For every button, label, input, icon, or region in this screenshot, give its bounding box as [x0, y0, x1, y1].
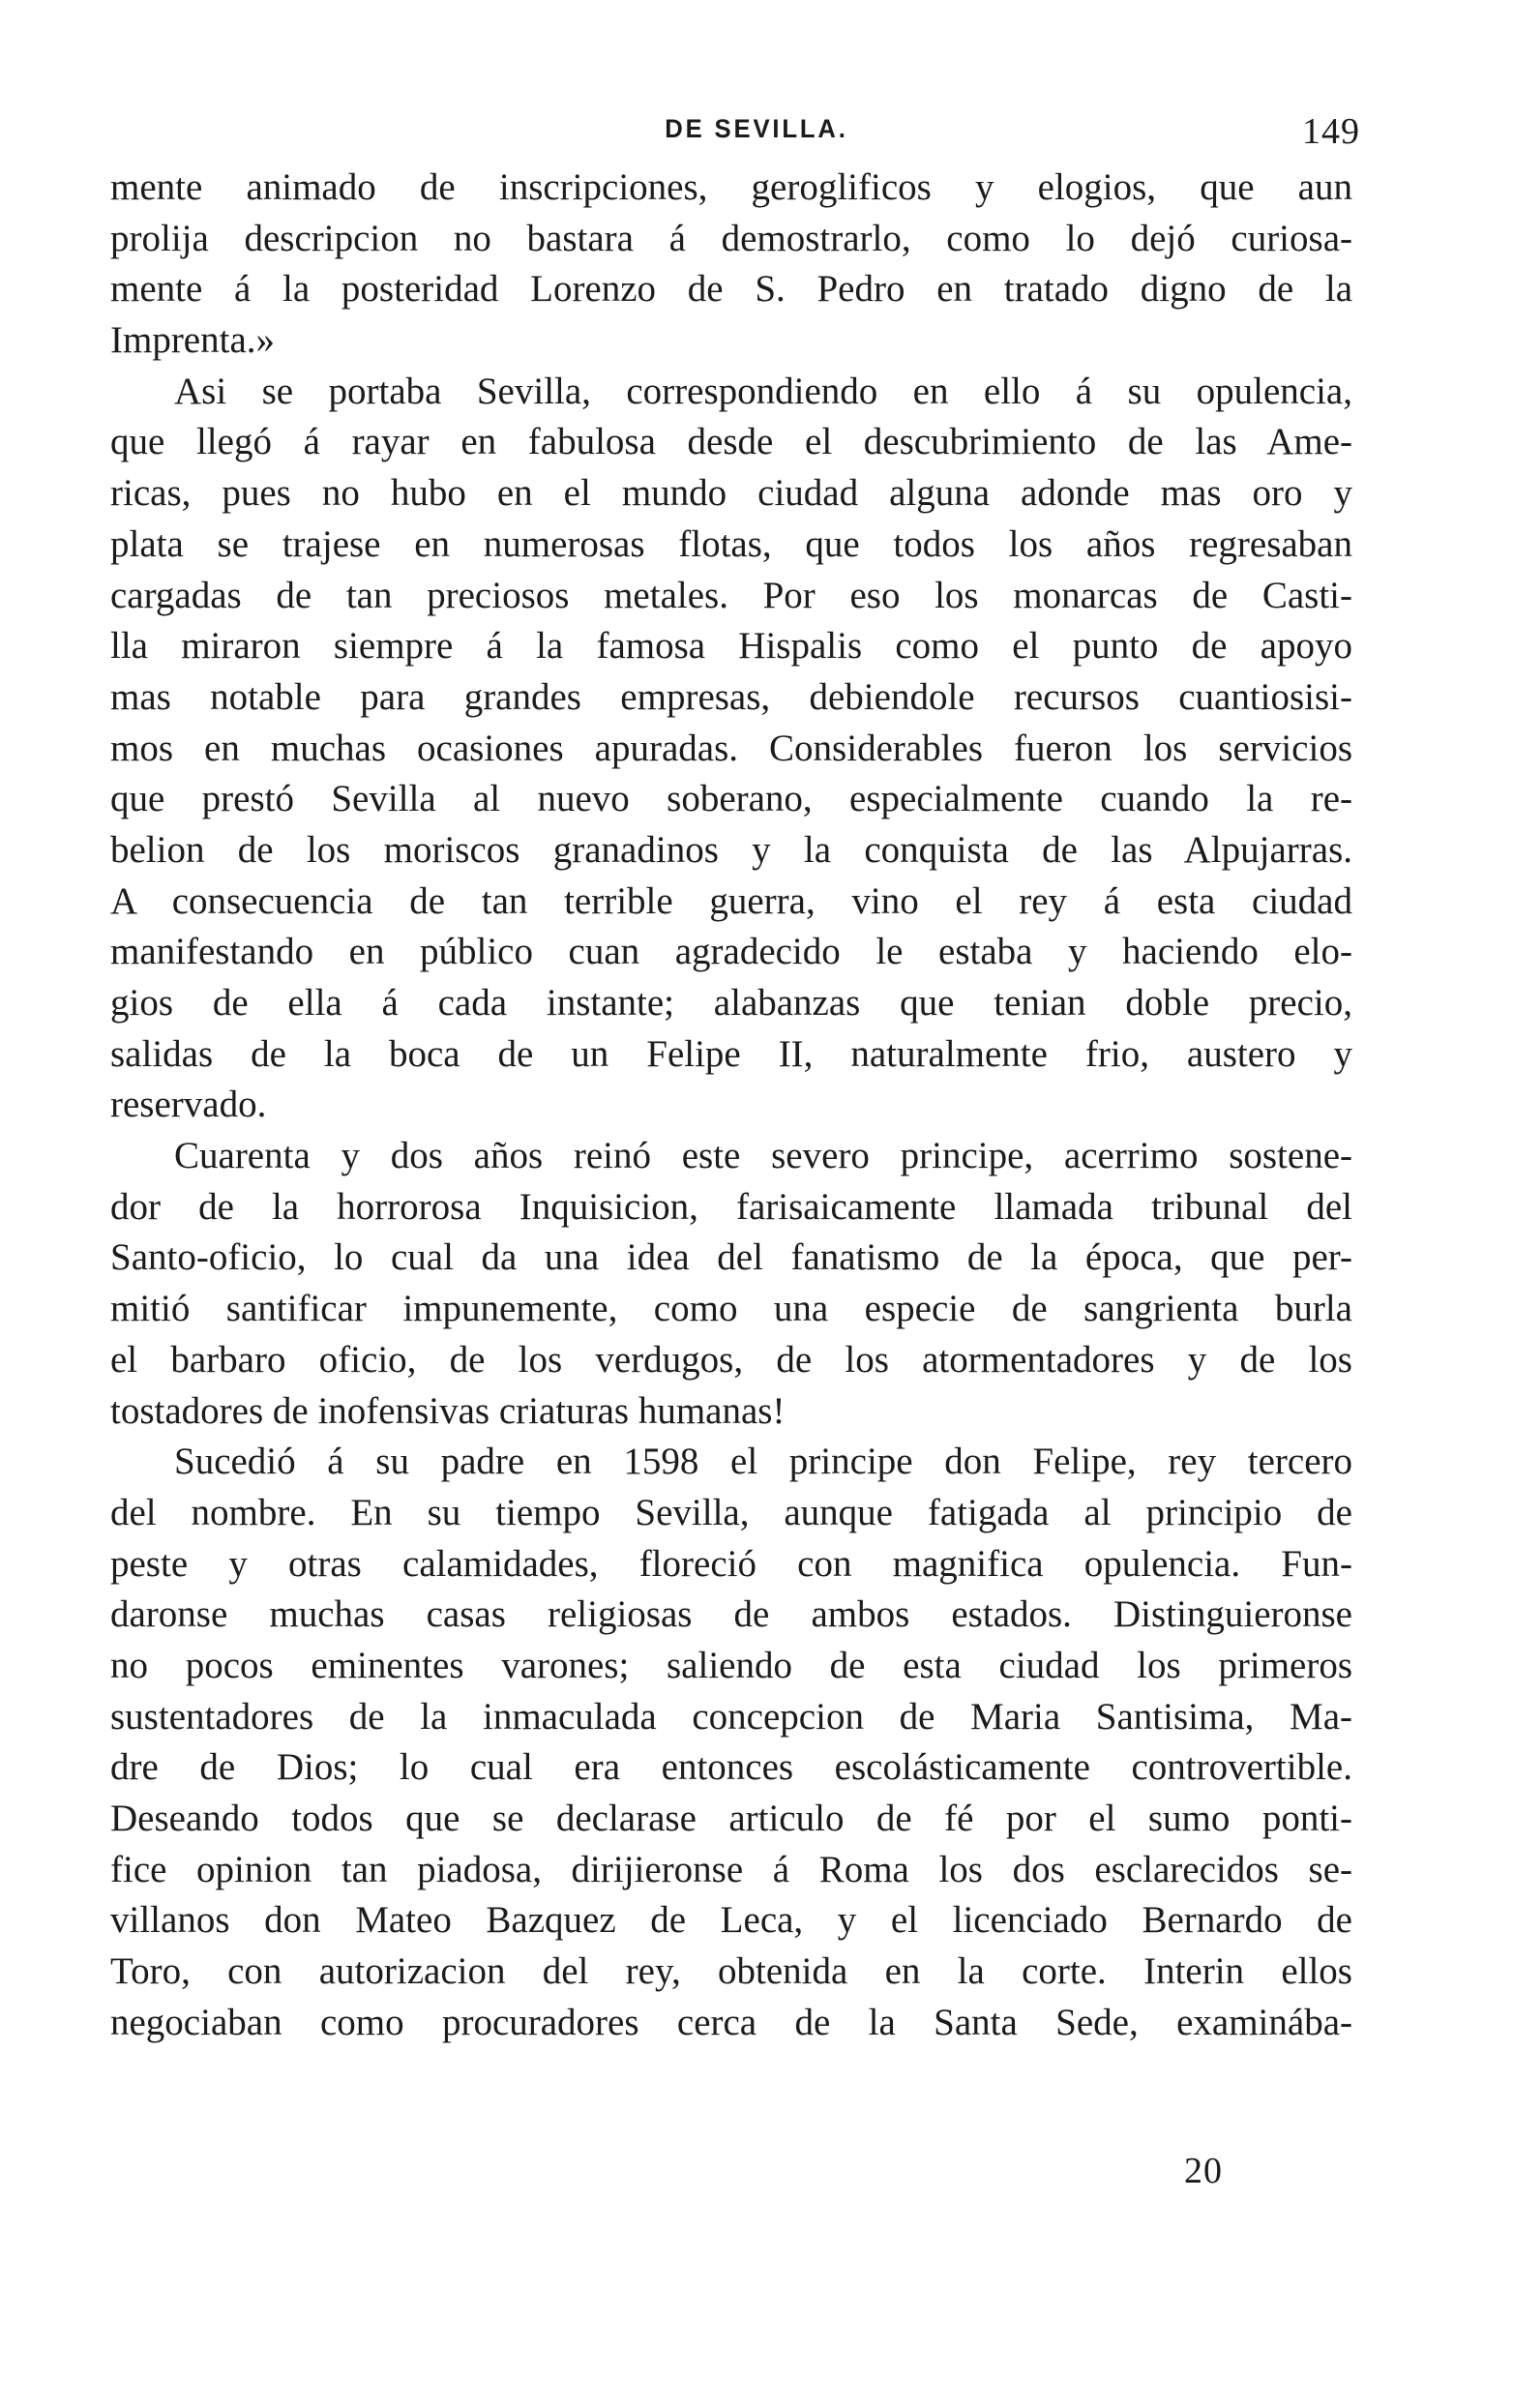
- text-line: ricas, pues no hubo en el mundo ciudad alguna adonde mas oro y: [110, 472, 1352, 515]
- text-line: belion de los moriscos granadinos y la conquista de las Alpujarras.: [110, 828, 1352, 871]
- text-line: dre de Dios; lo cual era entonces escolásticamente controvertible.: [110, 1746, 1352, 1789]
- text-line: mente á la posteridad Lorenzo de S. Pedro en tratado digno de la: [110, 268, 1352, 311]
- text-line: sustentadores de la inmaculada concepcion de Maria Santisima, Ma-: [110, 1695, 1352, 1738]
- text-line: daronse muchas casas religiosas de ambos estados. Distinguieronse: [110, 1593, 1352, 1636]
- running-head: [0, 111, 1513, 153]
- text-line: que prestó Sevilla al nuevo soberano, especialmente cuando la re-: [110, 778, 1352, 820]
- text-line: plata se trajese en numerosas flotas, que todos los años regresaban: [110, 522, 1352, 565]
- text-line: Imprenta.»: [110, 319, 276, 362]
- text-line: A consecuencia de tan terrible guerra, vino el rey á esta ciudad: [110, 879, 1352, 922]
- text-line: reservado.: [110, 1084, 267, 1126]
- text-line: tostadores de inofensivas criaturas humanas!: [110, 1389, 786, 1432]
- text-line: manifestando en público cuan agradecido le estaba y haciendo elo-: [110, 931, 1352, 973]
- text-line: no pocos eminentes varones; saliendo de esta ciudad los primeros: [110, 1644, 1352, 1686]
- text-line: mas notable para grandes empresas, debiendole recursos cuantiosisi-: [110, 675, 1352, 718]
- page-number: 149: [1302, 111, 1360, 152]
- text-line: mos en muchas ocasiones apuradas. Considerables fueron los servicios: [110, 727, 1352, 769]
- text-line: dor de la horrorosa Inquisicion, farisaicamente llamada tribunal del: [110, 1185, 1352, 1228]
- text-line: Toro, con autorizacion del rey, obtenida en la corte. Interin ellos: [110, 1950, 1352, 1993]
- text-line: Santo-oficio, lo cual da una idea del fanatismo de la época, que per-: [110, 1236, 1352, 1279]
- text-line: negociaban como procuradores cerca de la Santa Sede, examinába-: [110, 2001, 1352, 2043]
- text-line: el barbaro oficio, de los verdugos, de los atormentadores y de los: [110, 1338, 1352, 1381]
- text-line: Asi se portaba Sevilla, correspondiendo en ello á su opulencia,: [174, 370, 1352, 412]
- text-line: salidas de la boca de un Felipe II, naturalmente frio, austero y: [110, 1032, 1352, 1075]
- body-text: [110, 163, 1352, 2048]
- text-line: gios de ella á cada instante; alabanzas que tenian doble precio,: [110, 982, 1352, 1024]
- text-line: que llegó á rayar en fabulosa desde el descubrimiento de las Ame-: [110, 421, 1352, 463]
- text-line: peste y otras calamidades, floreció con magnifica opulencia. Fun-: [110, 1542, 1352, 1585]
- text-line: fice opinion tan piadosa, dirijieronse á Roma los dos esclarecidos se-: [110, 1848, 1352, 1890]
- text-line: prolija descripcion no bastara á demostrarlo, como lo dejó curiosa-: [110, 217, 1352, 259]
- text-line: Deseando todos que se declarase articulo de fé por el sumo ponti-: [110, 1798, 1352, 1839]
- text-line: lla miraron siempre á la famosa Hispalis como el punto de apoyo: [110, 625, 1352, 668]
- running-title: DE SEVILLA.: [665, 114, 848, 143]
- text-line: villanos don Mateo Bazquez de Leca, y el licenciado Bernardo de: [110, 1899, 1352, 1942]
- text-line: mente animado de inscripciones, geroglificos y elogios, que aun: [110, 166, 1352, 208]
- text-line: cargadas de tan preciosos metales. Por eso los monarcas de Casti-: [110, 574, 1352, 616]
- text-line: Cuarenta y dos años reinó este severo principe, acerrimo sostene-: [174, 1135, 1352, 1177]
- signature-mark: 20: [1184, 2151, 1223, 2191]
- text-line: mitió santificar impunemente, como una especie de sangrienta burla: [110, 1288, 1352, 1330]
- text-line: Sucedió á su padre en 1598 el principe don Felipe, rey tercero: [174, 1441, 1352, 1483]
- text-line: del nombre. En su tiempo Sevilla, aunque fatigada al principio de: [110, 1491, 1352, 1533]
